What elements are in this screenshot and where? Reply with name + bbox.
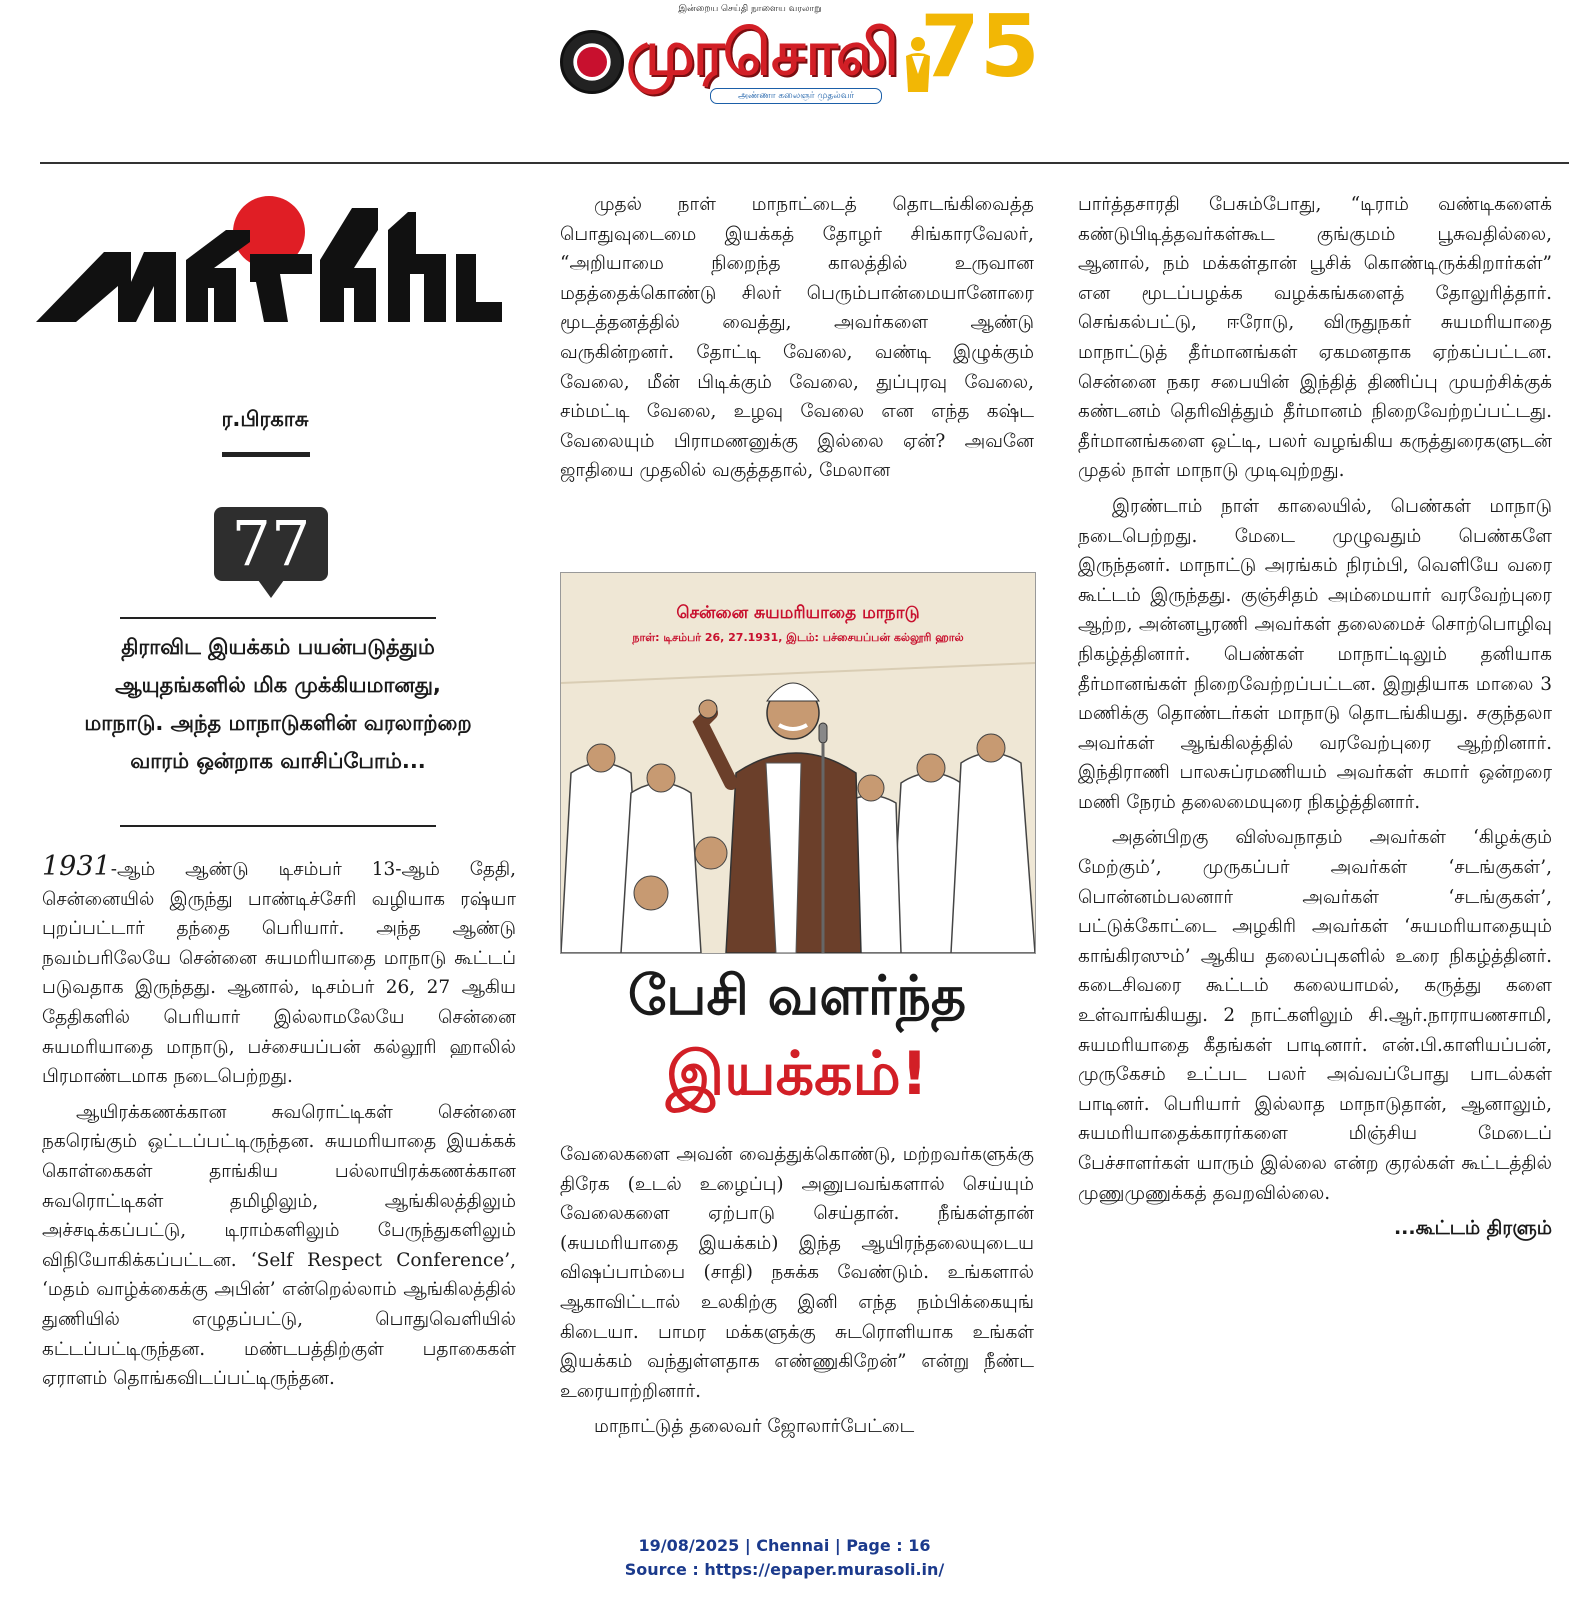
paragraph: முதல் நாள் மாநாட்டைத் தொடங்கிவைத்த பொதுவுடைமை இயக்கத் தோழர் சிங்காரவேலர், “அறியாமை நிறைந்த காலத்தில் உருவான மதத்தைக்கொண்டு சிலர் பெரும்பான்மையானோரை மூடத்தனத்தில் வைத்து, அவர்களை ஆண்டு வருகின்றனர். தோட்டி வேலை, வண்டி இழுக்கும் வேலை, மீன் பிடிக்கும் வேலை, துப்புரவு வேலை, சம்மட்டி வேலை, உழவு வேலை என எந்த கஷ்ட வேலையும் பிராமணனுக்கு இல்லை ஏன்? அவனே ஜாதியை முதலில் வகுத்ததால், மேலான	[560, 194, 1034, 482]
author-byline: ர.பிரகாசு	[221, 407, 309, 431]
illustration	[560, 572, 1036, 954]
paragraph: மாநாட்டுத் தலைவர் ஜோலார்பேட்டை	[594, 1416, 915, 1438]
intro-rule-bottom	[120, 825, 436, 827]
paragraph: அதன்பிறகு விஸ்வநாதம் அவர்கள் ‘கிழக்கும் மேற்கும்’, முருகப்பர் அவர்கள் ‘சடங்குகள்’, பொன்னம்பலனார் அவர்கள் ‘சடங்குகள்’, பட்டுக்கோட்டை அழகிரி அவர்கள் ‘சுயமரியாதையும் காங்கிரஸும்’ ஆகிய தலைப்புகளில் உரை நிகழ்த்தினர். கடைசிவரை கூட்டம் கலையாமல், கருத்து களை உள்வாங்கியது. 2 நாட்களிலும் சி.ஆர்.நாராயணசாமி, சுயமரியாதை கீதங்கள் பாடினார். என்.பி.காளியப்பன், முருகேசம் உட்பட பலர் அவ்வப்போது பாடல்கள் பாடினர். பெரியார் இல்லாத மாநாடுதான், ஆனாலும், சுயமரியாதைக்காரர்களை மிஞ்சிய மேடைப் பேச்சாளர்கள் யாரும் இல்லை என்ற குரல்கள் கூட்டத்தில் முணுமுணுக்கத் தவறவில்லை.	[1078, 827, 1552, 1204]
lead-year: 1931	[42, 851, 111, 882]
paragraph: 1931-ஆம் ஆண்டு டிசம்பர் 13-ஆம் தேதி, சென்னையில் இருந்து பாண்டிச்சேரி வழியாக ரஷ்யா புறப்பட்டார் தந்தை பெரியார். அந்த ஆண்டு நவம்பரிலேயே சென்னை சுயமரியாதை மாநாடு கூட்டப் படுவதாக இருந்தது. ஆனால், டிசம்பர் 26, 27 ஆகிய தேதிகளில் பெரியார் இல்லாமலேயே சென்னை சுயமரியாதை மாநாடு, பச்சையப்பன் கல்லூரி ஹாலில் பிரமாண்டமாக நடைபெற்றது.	[42, 851, 516, 1088]
masthead	[560, 0, 1040, 104]
footer-source-link[interactable]: Source : https://epaper.murasoli.in/	[624, 1560, 945, 1579]
article-column-3	[1078, 190, 1552, 1244]
illustration-banner-title: சென்னை சுயமரியாதை மாநாடு	[676, 603, 920, 623]
section-logo	[36, 190, 526, 330]
intro-rule-top	[120, 617, 436, 619]
headline-line-2: இயக்கம்!	[665, 1039, 929, 1109]
crowd-speaker-drawing-icon	[561, 573, 1035, 953]
illustration-banner-subtitle: நாள்: டிசம்பர் 26, 27.1931, இடம்: பச்சையப்பன் கல்லூரி ஹால்	[632, 631, 964, 644]
author-underline	[222, 452, 310, 457]
paragraph: இரண்டாம் நாள் காலையில், பெண்கள் மாநாடு நடைபெற்றது. மேடை முழுவதும் பெண்களே இருந்தனர். மாநாட்டு அரங்கம் நிரம்பி, வெளியே வரை கூட்டம் இருந்தது. குஞ்சிதம் அம்மையார் வரவேற்புரை ஆற்ற, அன்னபூரணி அவர்கள் தலைமைச் சொற்பொழிவு நிகழ்த்தினார். பெண்கள் மாநாட்டிலும் தனியாக தீர்மானங்கள் நிறைவேற்றப்பட்டன. இறுதியாக மாலை 3 மணிக்கு தொண்டர்கள் மாநாடு தொடங்கியது. சகுந்தலா அவர்கள் ஆங்கிலத்தில் வரவேற்புரை ஆற்றினார். இந்திராணி பாலசுப்ரமணியம் அவர்கள் சுமார் ஒன்றரை மணி நேரம் தலைமையுரை நிகழ்த்தினார்.	[1078, 495, 1552, 813]
speech-bubble-tail-icon	[258, 580, 284, 598]
masthead-title: முரசொலி	[626, 16, 897, 89]
header-divider	[40, 162, 1569, 164]
article-column-2-top	[560, 190, 1034, 492]
intro-blurb: திராவிட இயக்கம் பயன்படுத்தும் ஆயுதங்களில் மிக முக்கியமானது, மாநாடு. அந்த மாநாடுகளின் வரலாற்றை வாரம் ஒன்றாக வாசிப்போம்...	[84, 635, 472, 773]
section-logo-text: மாநாடு	[281, 318, 285, 319]
paragraph: பார்த்தசாரதி பேசும்போது, “டிராம் வண்டிகளைக் கண்டுபிடித்தவர்கள்கூட குங்குமம் பூசுவதில்லை, ஆனால், நம் மக்கள்தான் பூசிக் கொண்டிருக்கிறார்கள்” என மூடப்பழக்க வழக்கங்களைத் தோலுரித்தார். செங்கல்பட்டு, ஈரோடு, விருதுநகர் சுயமரியாதை மாநாட்டுத் தீர்மானங்கள் ஏகமனதாக ஏற்கப்பட்டன. சென்னை நகர சபையின் இந்தித் திணிப்பு முயற்சிக்குக் கண்டனம் தெரிவித்தும் தீர்மானம் நிறைவேற்றப்பட்டது. தீர்மானங்களை ஒட்டி, பலர் வழங்கிய கருத்துரைகளுடன் முதல் நாள் மாநாடு முடிவுற்றது.	[1078, 194, 1552, 482]
paragraph: ஆயிரக்கணக்கான சுவரொட்டிகள் சென்னை நகரெங்கும் ஒட்டப்பட்டிருந்தன. சுயமரியாதை இயக்கக் கொள்கைகள் தாங்கிய பல்லாயிரக்கணக்கான சுவரொட்டிகள் தமிழிலும், ஆங்கிலத்திலும் அச்சடிக்கப்பட்டு, டிராம்களிலும் பேருந்துகளிலும் விநியோகிக்கப்பட்டன. ‘Self Respect Conference’, ‘மதம் வாழ்க்கைக்கு அபின்’ என்றெல்லாம் ஆங்கிலத்தில் துணியில் எழுதப்பட்டு, பொதுவெளியில் கட்டப்பட்டிருந்தன. மண்டபத்திற்குள் பதாகைகள் ஏராளம் தொங்கவிடப்பட்டிருந்தன.	[42, 1101, 516, 1390]
headline-line-1: பேசி வளர்ந்த	[627, 964, 967, 1027]
footer-dateline: 19/08/2025 | Chennai | Page : 16	[638, 1536, 931, 1555]
continued-label: ...கூட்டம் திரளும்	[1393, 1217, 1552, 1240]
masthead-subtitle: அண்ணா கலைஞர் முதல்வர்	[710, 88, 882, 104]
article-column-2-bottom	[560, 1140, 1034, 1448]
emblem-seal-icon	[560, 30, 624, 94]
article-column-1	[42, 852, 516, 1400]
paragraph: வேலைகளை அவன் வைத்துக்கொண்டு, மற்றவர்களுக்கு திரேக (உடல் உழைப்பு) அனுபவங்களால் செய்யும் வேலைகளை ஏற்பாடு செய்தான். நீங்கள்தான் (சுயமரியாதை இயக்கம்) இந்த ஆயிரந்தலையுடைய விஷப்பாம்பை (சாதி) நசுக்க வேண்டும். உங்களால் ஆகாவிட்டால் உலகிற்கு இனி எந்த நம்பிக்கையுங் கிடையா. பாமர மக்களுக்கு சுடரொளியாக உங்கள் இயக்கம் வந்துள்ளதாக எண்ணுகிறேன்” என்று நீண்ட உரையாற்றினார்.	[560, 1144, 1034, 1402]
page-footer	[0, 1534, 1569, 1582]
masthead-tagline: இன்றைய செய்தி நாளைய வரலாறு	[678, 4, 822, 14]
anniversary-number: 75	[920, 0, 1040, 97]
series-number-badge: 77	[214, 507, 328, 581]
